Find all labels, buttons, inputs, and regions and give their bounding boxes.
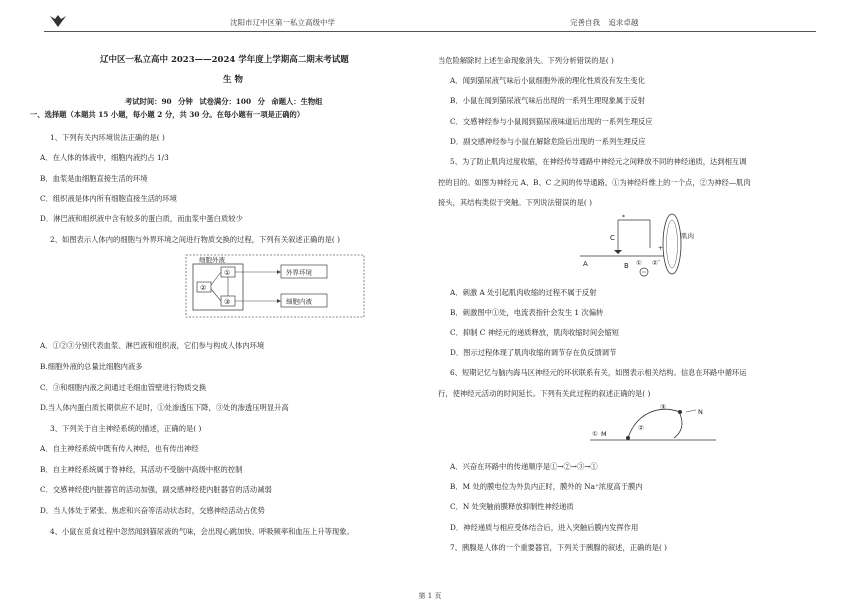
q1-option-c: C．组织液是体内所有细胞直接生活的环境 xyxy=(40,194,177,203)
q5-option-d: D．图示过程体现了肌肉收缩的调节存在负反馈调节 xyxy=(450,348,617,357)
fig6-label-3: ③ xyxy=(660,403,666,411)
q5-option-a: A．刺激 A 处引起肌肉收缩的过程不属于反射 xyxy=(450,288,597,297)
q2-option-c: C．③和细胞内液之间通过毛细血管壁进行物质交换 xyxy=(40,383,207,392)
q4-option-d: D．副交感神经参与小鼠在解除危险后出现的一系列生理反应 xyxy=(450,137,646,146)
q6-option-b: B．M 处的膜电位为外负内正时，膜外的 Na⁺浓度高于膜内 xyxy=(450,482,643,491)
left-column xyxy=(30,40,440,580)
school-name: 沈阳市辽中区第一私立高级中学 xyxy=(230,18,335,27)
right-column xyxy=(438,40,828,580)
return-fiber xyxy=(674,414,682,438)
link-2-3 xyxy=(211,289,221,301)
inner-fluid-label: 细胞内液 xyxy=(286,297,312,306)
fluid-exchange-diagram xyxy=(185,254,365,318)
fig6-label-2: ② xyxy=(638,424,644,432)
muscle-inner xyxy=(667,220,678,268)
muscle-outline xyxy=(663,214,681,274)
question-5-line1: 5、为了防止肌肉过度收缩，在神经传导通路中神经元之间释放不同的神经递质，达到相互调 xyxy=(450,157,747,166)
question-2: 2、如图表示人体内的细胞与外界环境之间进行物质交换的过程，下列有关叙述正确的是( ) xyxy=(50,235,340,244)
fig5-label-b: B xyxy=(624,262,629,270)
arrowhead-outer xyxy=(277,270,281,274)
page-header xyxy=(0,0,860,34)
q3-option-b: B．自主神经系统属于脊神经，其活动不受脑中高级中枢的控制 xyxy=(40,465,243,474)
exam-subject: 生 物 xyxy=(223,75,243,85)
q1-option-a: A．在人体的体液中，细胞内液约占 1/3 xyxy=(40,153,169,162)
q6-option-d: D．神经递质与相应受体结合后，进入突触后膜内发挥作用 xyxy=(450,523,639,532)
outer-env-label: 外界环境 xyxy=(286,268,312,277)
soma-3 xyxy=(678,410,682,414)
question-1: 1、下列有关内环境说法正确的是( ) xyxy=(50,133,165,142)
fig5-label-1: ① xyxy=(636,259,642,267)
school-logo-icon xyxy=(48,14,68,28)
fig5-star: * xyxy=(622,214,625,221)
question-5-line2: 控的目的。如图为神经元 A、B、C 之间的传导通路，①为神经纤维上的一个点，②为神经—肌肉 xyxy=(438,178,751,187)
q2-option-a: A．①②③分别代表血浆、淋巴液和组织液，它们参与构成人体内环境 xyxy=(40,341,265,350)
fig6-label-m: M xyxy=(601,430,607,438)
question-6-line1: 6、短期记忆与脑内海马区神经元的环状联系有关，如图表示相关结构。信息在环路中循环运 xyxy=(450,368,747,377)
box-3-label: ③ xyxy=(224,298,231,306)
box-1-label: ① xyxy=(224,269,231,277)
fig5-label-c: C xyxy=(610,234,615,242)
q3-option-d: D．当人体处于紧张、焦虑和兴奋等活动状态时，交感神经活动占优势 xyxy=(40,506,265,515)
q2-option-d: D.当人体内蛋白质长期供应不足时，①处渗透压下降，③处的渗透压明显升高 xyxy=(40,403,289,412)
q6-option-c: C．N 处突触前膜释放抑制性神经递质 xyxy=(450,502,574,511)
link-2-1 xyxy=(211,272,221,285)
q1-option-b: B．血浆是血细胞直接生活的环境 xyxy=(40,174,148,183)
box-2-label: ② xyxy=(200,284,207,292)
q4-continued: 当危险解除时上述生命现象消失。下列分析错误的是( ) xyxy=(438,56,614,65)
fig6-label-1: ① xyxy=(592,430,598,438)
n-pointer xyxy=(686,410,696,412)
q3-option-c: C．交感神经使内脏器官的活动加强，副交感神经使内脏器官的活动减弱 xyxy=(40,485,272,494)
q5-option-b: B．刺激图中①处，电流表指针会发生 1 次偏转 xyxy=(450,308,604,317)
fig6-label-n: N xyxy=(698,408,703,416)
soma-1 xyxy=(626,436,630,440)
fig5-label-muscle: 肌肉 xyxy=(681,232,694,240)
q4-option-a: A．闻到猫尿液气味后小鼠细胞外液的理化性质没有发生变化 xyxy=(450,76,645,85)
fig5-label-a: A xyxy=(583,260,588,268)
q6-option-a: A．兴奋在环路中的传递顺序是①→②→③→① xyxy=(450,462,598,471)
question-6-line2: 行，使神经元活动的时间延长。下列有关此过程的叙述正确的是( ) xyxy=(438,389,651,398)
question-7: 7、胰腺是人体的一个重要器官，下列关于胰腺的叙述，正确的是( ) xyxy=(450,543,667,552)
fig5-label-2: ② xyxy=(652,259,658,267)
q3-option-a: A．自主神经系统中既有传入神经，也有传出神经 xyxy=(40,444,199,453)
question-3: 3、下列关于自主神经系统的描述，正确的是( ) xyxy=(50,424,202,433)
exam-title: 辽中区一私立高中 2023——2024 学年度上学期高二期末考试题 xyxy=(100,55,349,65)
question-4: 4、小鼠在觅食过程中忽然闻到猫尿液的气味，会出现心跳加快、呼吸频率和血压上升等现象。 xyxy=(50,527,354,536)
fig5-plus: + xyxy=(658,245,664,252)
loop-arc xyxy=(628,409,680,438)
q1-option-d: D．淋巴液和组织液中含有较多的蛋白质，而血浆中蛋白质较少 xyxy=(40,214,243,223)
question-5-line3: 接头，其结构类似于突触。下列说法错误的是( ) xyxy=(438,198,592,207)
school-motto: 完善自我 追求卓越 xyxy=(570,18,639,27)
header-rule xyxy=(44,31,816,32)
fig5-minus: - xyxy=(658,257,661,264)
q2-option-b: B.细胞外液的总量比细胞内液多 xyxy=(40,362,143,371)
cell-fluid-label: 细胞外液 xyxy=(199,256,225,264)
q4-option-c: C．交感神经参与小鼠闻到猫尿液味道后出现的一系列生理反应 xyxy=(450,117,653,126)
q5-option-c: C．抑制 C 神经元的递质释放，肌肉收缩时间会缩短 xyxy=(450,328,620,337)
page-number: 第 1 页 xyxy=(418,592,442,600)
q4-option-b: B．小鼠在闻到猫尿液气味后出现的一系列生理现象属于反射 xyxy=(450,96,646,105)
exam-info: 考试时间：90 分钟 试卷满分：100 分 命题人：生物组 xyxy=(125,97,323,106)
neuron-c-terminal xyxy=(614,250,622,254)
arrowhead-inner xyxy=(277,299,281,303)
neuron-muscle-diagram xyxy=(578,210,694,282)
hippocampal-loop-diagram xyxy=(588,400,718,452)
section-heading: 一、选择题（本题共 15 小题，每小题 2 分，共 30 分。在每小题有一项是正确的） xyxy=(30,110,305,119)
